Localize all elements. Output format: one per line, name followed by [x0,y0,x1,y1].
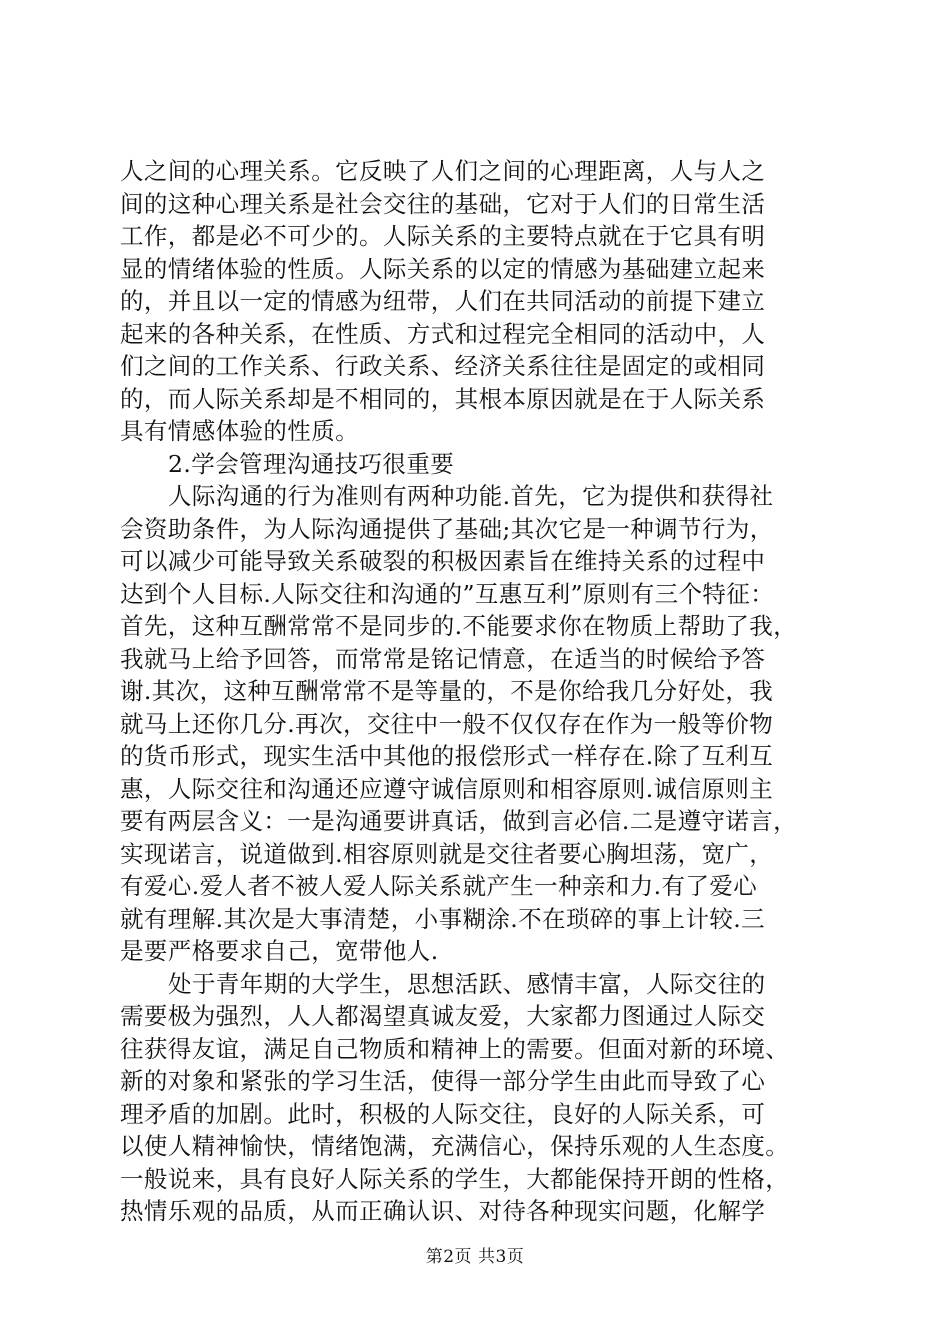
text-line: 起来的各种关系，在性质、方式和过程完全相同的活动中，人 [120,319,766,348]
text-line: 要有两层含义：一是沟通要讲真话，做到言必信.二是遵守诺言， [120,807,798,835]
text-line: 实现诺言，说道做到.相容原则就是交往者要心胸坦荡，宽广， [120,839,774,868]
document-body [120,155,840,1228]
text-line: 就有理解.其次是大事清楚，小事糊涂.不在琐碎的事上计较.三 [120,904,766,933]
text-line: 需要极为强烈，人人都渴望真诚友爱，大家都力图通过人际交 [120,1002,766,1030]
text-line: 首先，这种互酬常常不是同步的.不能要求你在物质上帮助了我， [120,612,798,640]
text-line: 达到个人目标.人际交往和沟通的”互惠互利”原则有三个特征： [120,579,775,608]
text-line: 的，并且以一定的情感为纽带，人们在共同活动的前提下建立 [120,287,766,315]
text-line: 会资助条件，为人际沟通提供了基础;其次它是一种调节行为， [120,514,774,543]
text-line: 的货币形式，现实生活中其他的报偿形式一样存在.除了互利互 [120,742,774,770]
page-footer: 第2页 共3页 [425,1247,525,1267]
text-line: 的，而人际关系却是不相同的，其根本原因就是在于人际关系 [120,384,766,413]
text-line: 惠，人际交往和沟通还应遵守诚信原则和相容原则.诚信原则主 [120,774,774,803]
text-line: 我就马上给予回答，而常常是铭记情意，在适当的时候给予答 [120,644,766,673]
text-line: 谢.其次，这种互酬常常不是等量的，不是你给我几分好处，我 [120,677,774,705]
text-line: 可以减少可能导致关系破裂的积极因素旨在维持关系的过程中 [120,547,766,575]
text-line: 具有情感体验的性质。 [120,417,359,445]
text-line: 显的情绪体验的性质。人际关系的以定的情感为基础建立起来 [120,254,766,283]
text-line: 人之间的心理关系。它反映了人们之间的心理距离，人与人之 [120,157,766,185]
text-line: 有爱心.爱人者不被人爱人际关系就产生一种亲和力.有了爱心 [120,872,758,900]
text-line: 们之间的工作关系、行政关系、经济关系往往是固定的或相同 [120,352,766,380]
text-line: 往获得友谊，满足自己物质和精神上的需要。但面对新的环境、 [120,1034,790,1063]
text-line: 处于青年期的大学生，思想活跃、感情丰富，人际交往的 [168,969,766,998]
text-line: 理矛盾的加剧。此时，积极的人际交往，良好的人际关系，可 [120,1099,766,1128]
text-line: 是要严格要求自己，宽带他人. [120,937,439,965]
text-line: 热情乐观的品质，从而正确认识、对待各种现实问题，化解学 [120,1197,766,1225]
text-line: 间的这种心理关系是社会交往的基础，它对于人们的日常生活 [120,189,766,218]
text-line: 工作，都是必不可少的。人际关系的主要特点就在于它具有明 [120,222,766,250]
text-line: 新的对象和紧张的学习生活，使得一部分学生由此而导致了心 [120,1067,766,1095]
text-line: 2.学会管理沟通技巧很重要 [168,449,455,478]
text-line: 一般说来，具有良好人际关系的学生，大都能保持开朗的性格， [120,1164,790,1193]
text-line: 以使人精神愉快，情绪饱满，充满信心，保持乐观的人生态度。 [120,1132,790,1160]
text-line: 人际沟通的行为准则有两种功能.首先，它为提供和获得社 [168,482,774,510]
text-line: 就马上还你几分.再次，交往中一般不仅仅存在作为一般等价物 [120,709,774,738]
